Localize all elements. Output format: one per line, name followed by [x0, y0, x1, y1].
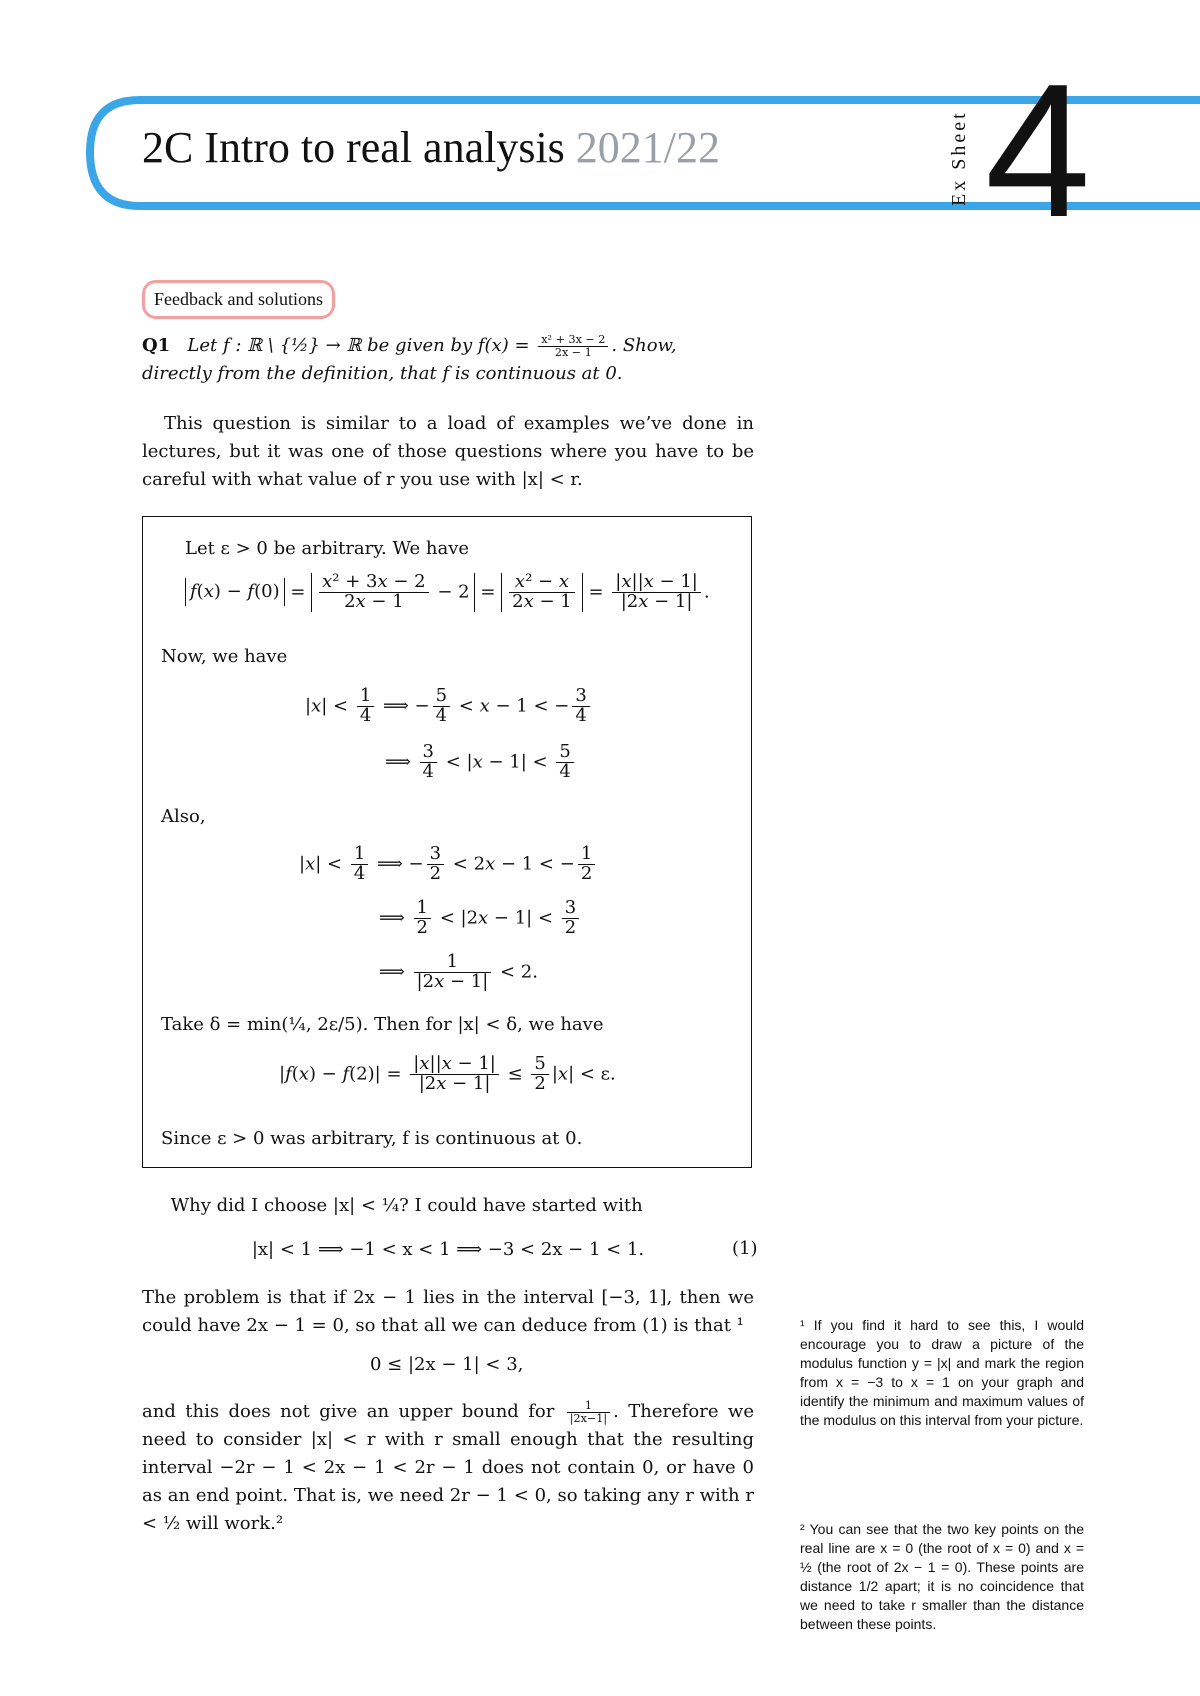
modulus-inequality: 0 ≤ |2x − 1| < 3,: [370, 1354, 524, 1375]
question-denominator: 2x − 1: [554, 345, 592, 359]
academic-year: 2021/22: [575, 123, 721, 172]
intro-text: This question is similar to a load of examples we’ve done in lectures, but it was one of those questions where you have to be careful with what value of r you use with |x| < r.: [142, 413, 754, 490]
equation-1: |x| < 1 ⟹ −1 < x < 1 ⟹ −3 < 2x − 1 < 1.: [251, 1239, 645, 1260]
question-label: Q1: [142, 335, 171, 356]
solution-line1: Let ε > 0 be arbitrary. We have: [185, 538, 470, 559]
problem-paragraph: The problem is that if 2x − 1 lies in the interval [−3, 1], then we could have 2x − 1 = 0, so that all we can deduce from (1) is that ¹: [142, 1287, 754, 1336]
question-numerator: x² + 3x − 2: [538, 334, 608, 347]
equation-final: |f(x) − f(2)| = $\frac{|x||x - 1|}{|2x - 1|}$ ≤ $\frac{5}{2}$ |x| < ε.: [279, 1053, 616, 1094]
solution-also: Also,: [161, 806, 206, 827]
question-fraction: [538, 334, 608, 358]
conclusion-paragraph: [142, 1398, 754, 1538]
implication-block-2: |x| < $\frac{1}{4}$ ⟹ − $\frac{3}{2}$ < 2x − 1 < − $\frac{1}{2}$: [299, 845, 598, 884]
why-paragraph: [142, 1192, 754, 1220]
equation-1-tag: (1): [732, 1238, 758, 1259]
intro-paragraph: [142, 410, 754, 494]
implication-block-2b: ⟹ $\frac{1}{2}$ < |2x − 1| < $\frac{3}{2}$: [379, 899, 582, 938]
title-text: 2C Intro to real analysis: [142, 123, 565, 172]
equation-difference: f(x) − f(0) = $\frac{\text{x² + 3x − 2}}{2x - 1}$ − 2 = $\frac{\text{x² − x}}{2x - 1}$ = $\frac{|x||x - 1|}{|2x - 1|}$ .: [185, 573, 710, 612]
feedback-badge: Feedback and solutions: [142, 280, 335, 319]
conclusion-frac-den: |2x−1|: [569, 1411, 608, 1425]
solution-take: Take δ = min(¼, 2ε/5). Then for |x| < δ, we have: [161, 1014, 604, 1035]
conclusion-text-b: . Therefore we need to consider |x| < r with r small enough that the resulting interval −2r − 1 < 2x − 1 < 2r − 1 does not contain 0, or have 0 as an end point. That is, we need 2r − 1 < 0, so taking any r with r < ½ will work.²: [142, 1401, 754, 1534]
solution-now: Now, we have: [161, 646, 288, 667]
conclusion-text-a: and this does not give an upper bound for: [142, 1401, 555, 1422]
implication-block-1b: ⟹ $\frac{3}{4}$ < |x − 1| < $\frac{5}{4}$: [385, 743, 577, 782]
footnote-1: ¹ If you find it hard to see this, I would encourage you to draw a picture of the modulus function y = |x| and mark the region from x = −3 to x = 1 on your graph and identify the minimum and maximum values of the modulus on this interval from your picture.: [800, 1317, 1084, 1428]
why-text: Why did I choose |x| < ¼? I could have started with: [170, 1195, 643, 1216]
question-text-b: . Show, directly from the definition, that f is continuous at 0.: [142, 335, 677, 384]
implication-block-1: |x| < $\frac{1}{4}$ ⟹ − $\frac{5}{4}$ < x − 1 < − $\frac{3}{4}$: [305, 687, 593, 726]
sheet-number: 4: [985, 45, 1091, 257]
implication-block-2c: ⟹ $\frac{1}{|2x - 1|}$ < 2.: [379, 951, 538, 992]
solution-since: Since ε > 0 was arbitrary, f is continuous at 0.: [161, 1128, 583, 1149]
conclusion-frac-num: 1: [567, 1400, 610, 1413]
footnote-2: ² You can see that the two key points on the real line are x = 0 (the root of x = 0) and x = ½ (the root of 2x − 1 = 0). These points are distance 1/2 apart; it is no coincidence that we need to take r smaller than the distance between these points.: [800, 1521, 1084, 1632]
page-title: [142, 122, 720, 173]
solution-box: [142, 516, 752, 1168]
sheet-label: Ex Sheet: [948, 110, 970, 206]
question-q1: [142, 332, 752, 388]
conclusion-fraction: [567, 1400, 610, 1424]
question-text-a: Let f : ℝ \ {½} → ℝ be given by f(x) =: [187, 335, 530, 356]
